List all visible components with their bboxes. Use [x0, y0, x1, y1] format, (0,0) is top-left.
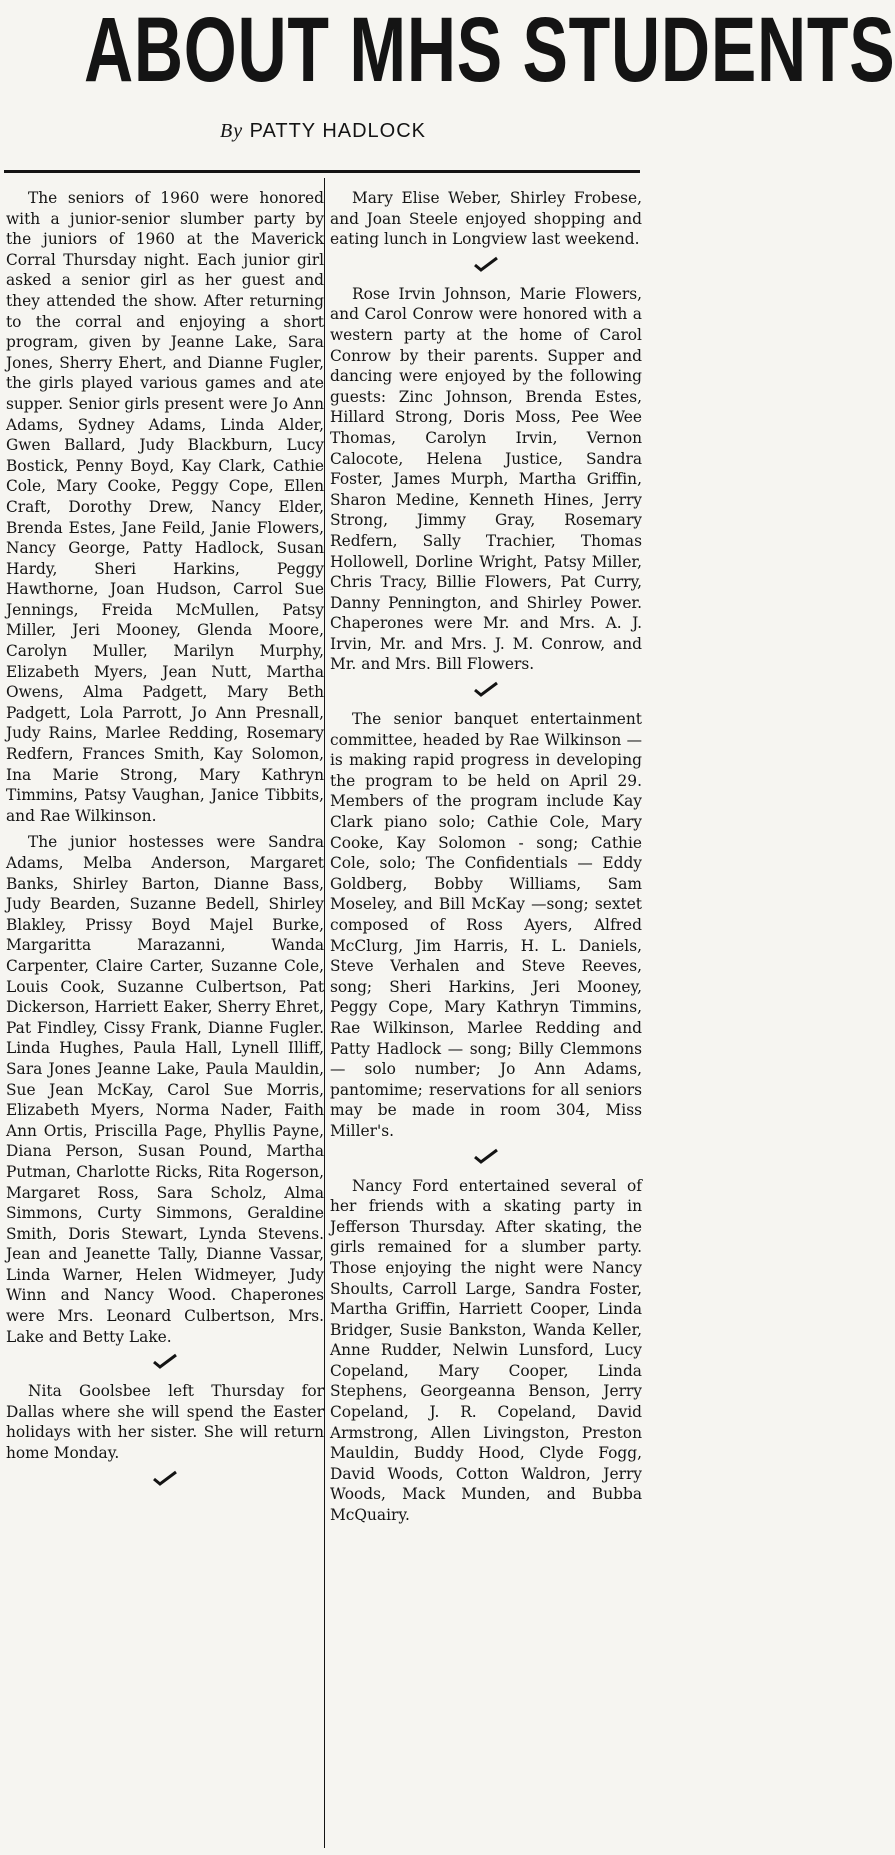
separator-checkmark-icon [6, 1470, 324, 1490]
article-junior-hostesses: The junior hostesses were Sandra Adams, Melba Anderson, Margaret Banks, Shirley Barton, Dianne Bass, Judy Bearden, Suzanne Bedell, Shirley Blakley, Prissy Boyd Majel Burke, Margaritta Marazanni, Wanda Carpenter, Claire Carter, Suzanne Cole, Louis Cook, Suzanne Culbertson, Pat Dickerson, Harriett Eaker, Sherry Ehret, Pat Findley, Cissy Frank, Dianne Fugler. Linda Hughes, Paula Hall, Lynell Illiff, Sara Jones Jeanne Lake, Paula Mauldin, Sue Jean McKay, Carol Sue Morris, Elizabeth Myers, Norma Nader, Faith Ann Ortis, Priscilla Page, Phyllis Payne, Diana Person, Susan Pound, Martha Putman, Charlotte Ricks, Rita Rogerson, Margaret Ross, Sara Scholz, Alma Simmons, Curty Simmons, Geraldine Smith, Doris Stewart, Lynda Stevens. Jean and Jeanette Tally, Dianne Vassar, Linda Warner, Helen Widmeyer, Judy Winn and Nancy Wood. Chaperones were Mrs. Leonard Culbertson, Mrs. Lake and Betty Lake. [6, 833, 324, 1346]
article-senior-slumber-party: The seniors of 1960 were honored with a junior-senior slumber party by the juniors of 1960 at the Maverick Corral Thursday night. Each junior girl asked a senior girl as her guest and they attended the show. After returning to the corral and enjoying a short program, given by Jeanne Lake, Sara Jones, Sherry Ehert, and Dianne Fugler, the girls played various games and ate supper. Senior girls present were Jo Ann Adams, Sydney Adams, Linda Alder, Gwen Ballard, Judy Blackburn, Lucy Bostick, Penny Boyd, Kay Clark, Cathie Cole, Mary Cooke, Peggy Cope, Ellen Craft, Dorothy Drew, Nancy Elder, Brenda Estes, Jane Feild, Janie Flowers, Nancy George, Patty Hadlock, Susan Hardy, Sheri Harkins, Peggy Hawthorne, Joan Hudson, Carrol Sue Jennings, Freida McMullen, Patsy Miller, Jeri Mooney, Glenda Moore, Carolyn Muller, Marilyn Murphy, Elizabeth Myers, Jean Nutt, Martha Owens, Alma Padgett, Mary Beth Padgett, Lola Parrott, Jo Ann Presnall, Judy Rains, Marlee Redding, Rosemary Redfern, Frances Smith, Kay Solomon, Ina Marie Strong, Mary Kathryn Timmins, Patsy Vaughan, Janice Tibbits, and Rae Wilkinson. [6, 189, 324, 825]
header-rule [4, 170, 640, 173]
separator-checkmark-icon [330, 681, 642, 701]
separator-checkmark-icon [330, 1148, 642, 1168]
byline-by: By [219, 120, 244, 142]
byline [0, 120, 646, 143]
article-skating-party: Nancy Ford entertained several of her friends with a skating party in Jefferson Thursday. After skating, the girls remained for a slumber party. Those enjoying the night were Nancy Shoults, Carroll Large, Sandra Foster, Martha Griffin, Harriett Cooper, Linda Bridger, Susie Bankston, Wanda Keller, Anne Rudder, Nelwin Lunsford, Lucy Copeland, Mary Cooper, Linda Stephens, Georgeanna Benson, Jerry Copeland, J. R. Copeland, David Armstrong, Allen Livingston, Preston Mauldin, Buddy Hood, Clyde Fogg, David Woods, Cotton Waldron, Jerry Woods, Mack Munden, and Bubba McQuairy. [330, 1176, 642, 1525]
headline: ABOUT MHS STUDENTS [83, 0, 895, 101]
article-longview-shopping: Mary Elise Weber, Shirley Frobese, and Joan Steele enjoyed shopping and eating lunch in Longview last weekend. [330, 189, 642, 249]
separator-checkmark-icon [6, 1353, 324, 1373]
article-nita-goolsbee: Nita Goolsbee left Thursday for Dallas where she will spend the Easter holidays with her sister. She will return home Monday. [6, 1382, 324, 1463]
right-column [330, 188, 642, 1532]
separator-checkmark-icon [330, 256, 642, 276]
article-senior-banquet: The senior banquet entertainment committee, headed by Rae Wilkinson — is making rapid progress in developing the program to be held on April 29. Members of the program include Kay Clark piano solo; Cathie Cole, Mary Cooke, Kay Solomon - song; Cathie Cole, solo; The Confidentials — Eddy Goldberg, Bobby Williams, Sam Moseley, and Bill McKay —song; sextet composed of Ross Ayers, Alfred McClurg, Jim Harris, H. L. Daniels, Steve Verhalen and Steve Reeves, song; Sheri Harkins, Jeri Mooney, Peggy Cope, Mary Kathryn Timmins, Rae Wilkinson, Marlee Redding and Patty Hadlock — song; Billy Clemmons — solo number; Jo Ann Adams, pantomime; reservations for all seniors may be made in room 304, Miss Miller's. [330, 710, 642, 1140]
byline-author: PATTY HADLOCK [249, 120, 427, 142]
column-divider [324, 178, 325, 1848]
left-column [6, 188, 324, 1498]
article-western-party: Rose Irvin Johnson, Marie Flowers, and Carol Conrow were honored with a western party at the home of Carol Conrow by their parents. Supper and dancing were enjoyed by the following guests: Zinc Johnson, Brenda Estes, Hillard Strong, Doris Moss, Pee Wee Thomas, Carolyn Irvin, Vernon Calocote, Helena Justice, Sandra Foster, James Murph, Martha Griffin, Sharon Medine, Kenneth Hines, Jerry Strong, Jimmy Gray, Rosemary Redfern, Sally Trachier, Thomas Hollowell, Dorline Wright, Patsy Miller, Chris Tracy, Billie Flowers, Pat Curry, Danny Pennington, and Shirley Power. Chaperones were Mr. and Mrs. A. J. Irvin, Mr. and Mrs. J. M. Conrow, and Mr. and Mrs. Bill Flowers. [330, 284, 642, 674]
